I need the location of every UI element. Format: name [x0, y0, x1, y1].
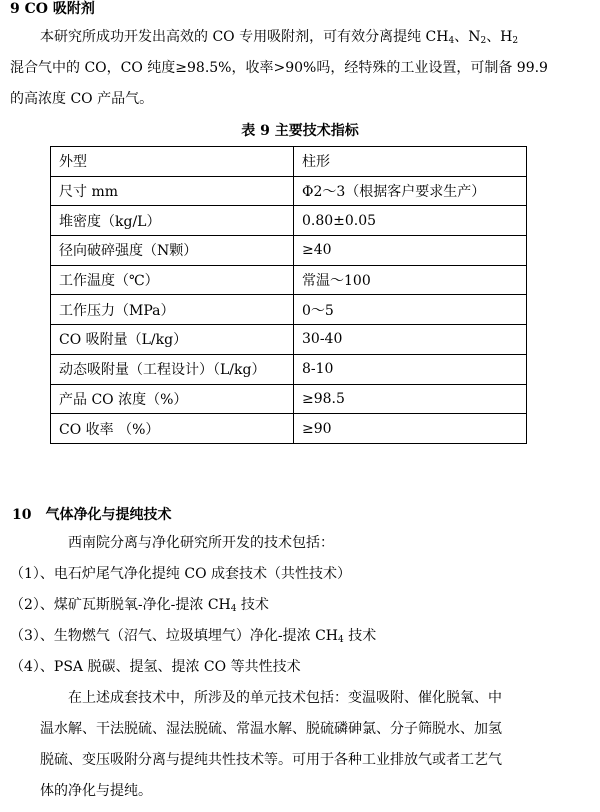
- section-9-paragraph-line-1: 本研究所成功开发出高效的 CO 专用吸附剂，可有效分离提纯 $CH_4$、$N_2$、$H_2$: [40, 29, 519, 46]
- section-10-paragraph-line-3: 脱硫、变压吸附分离与提纯共性技术等。可用于各种工业排放气或者工艺气: [40, 752, 502, 768]
- spec-value-cell: Φ2～3（根据客户要求生产）: [294, 176, 527, 206]
- section-9-heading: 9 CO 吸附剂: [10, 1, 95, 17]
- spec-value-cell: 常温～100: [294, 265, 527, 295]
- spec-value-cell: 0～5: [294, 295, 527, 325]
- spec-name-cell: 工作压力（MPa）: [51, 295, 294, 325]
- spec-value-cell: 8-10: [294, 354, 527, 384]
- table-row: [51, 265, 527, 295]
- table-row: [51, 384, 527, 414]
- list-item-1: （1）、电石炉尾气净化提纯 CO 成套技术（共性技术）: [10, 566, 351, 582]
- spec-value-cell: 柱形: [294, 147, 527, 177]
- spec-table: [50, 146, 527, 444]
- spec-name-cell: 外型: [51, 147, 294, 177]
- spec-name-cell: 堆密度（kg/L）: [51, 206, 294, 236]
- table-row: [51, 414, 527, 444]
- table-caption: 表 9 主要技术指标: [241, 123, 359, 139]
- table-row: [51, 236, 527, 266]
- table-row: [51, 354, 527, 384]
- list-item-2: （2）、煤矿瓦斯脱氧-净化-提浓 $CH_4$ 技术: [10, 597, 269, 614]
- spec-name-cell: CO 吸附量（L/kg）: [51, 325, 294, 355]
- section-10-intro: 西南院分离与净化研究所开发的技术包括：: [68, 535, 334, 551]
- spec-name-cell: 产品 CO 浓度（%）: [51, 384, 294, 414]
- table-row: [51, 325, 527, 355]
- spec-name-cell: 尺寸 mm: [51, 176, 294, 206]
- section-10-paragraph-line-1: 在上述成套技术中，所涉及的单元技术包括：变温吸附、催化脱氧、中: [68, 690, 502, 706]
- section-9-paragraph-line-2: 混合气中的 CO，CO 纯度≥98.5%，收率>90%吗，经特殊的工业设置，可制备 99.9: [10, 60, 548, 76]
- section-9-paragraph-line-3: 的高浓度 CO 产品气。: [10, 91, 154, 107]
- list-item-3: （3）、生物燃气（沼气、垃圾填埋气）净化-提浓 $CH_4$ 技术: [10, 628, 377, 645]
- list-item-4: （4）、PSA 脱碳、提氢、提浓 CO 等共性技术: [10, 659, 301, 675]
- spec-name-cell: CO 收率 （%）: [51, 414, 294, 444]
- spec-value-cell: 0.80±0.05: [294, 206, 527, 236]
- section-10-paragraph-line-2: 温水解、干法脱硫、湿法脱硫、常温水解、脱硫磷砷氯、分子筛脱水、加氢: [40, 721, 502, 737]
- section-10-heading: 10 气体净化与提纯技术: [12, 507, 172, 523]
- section-10-paragraph-line-4: 体的净化与提纯。: [40, 783, 152, 799]
- spec-name-cell: 工作温度（℃）: [51, 265, 294, 295]
- spec-value-cell: ≥90: [294, 414, 527, 444]
- spec-value-cell: ≥40: [294, 236, 527, 266]
- table-row: [51, 206, 527, 236]
- table-row: [51, 295, 527, 325]
- spec-name-cell: 动态吸附量（工程设计）（L/kg）: [51, 354, 294, 384]
- spec-value-cell: 30-40: [294, 325, 527, 355]
- spec-name-cell: 径向破碎强度（N颗）: [51, 236, 294, 266]
- table-row: [51, 147, 527, 177]
- spec-value-cell: ≥98.5: [294, 384, 527, 414]
- table-row: [51, 176, 527, 206]
